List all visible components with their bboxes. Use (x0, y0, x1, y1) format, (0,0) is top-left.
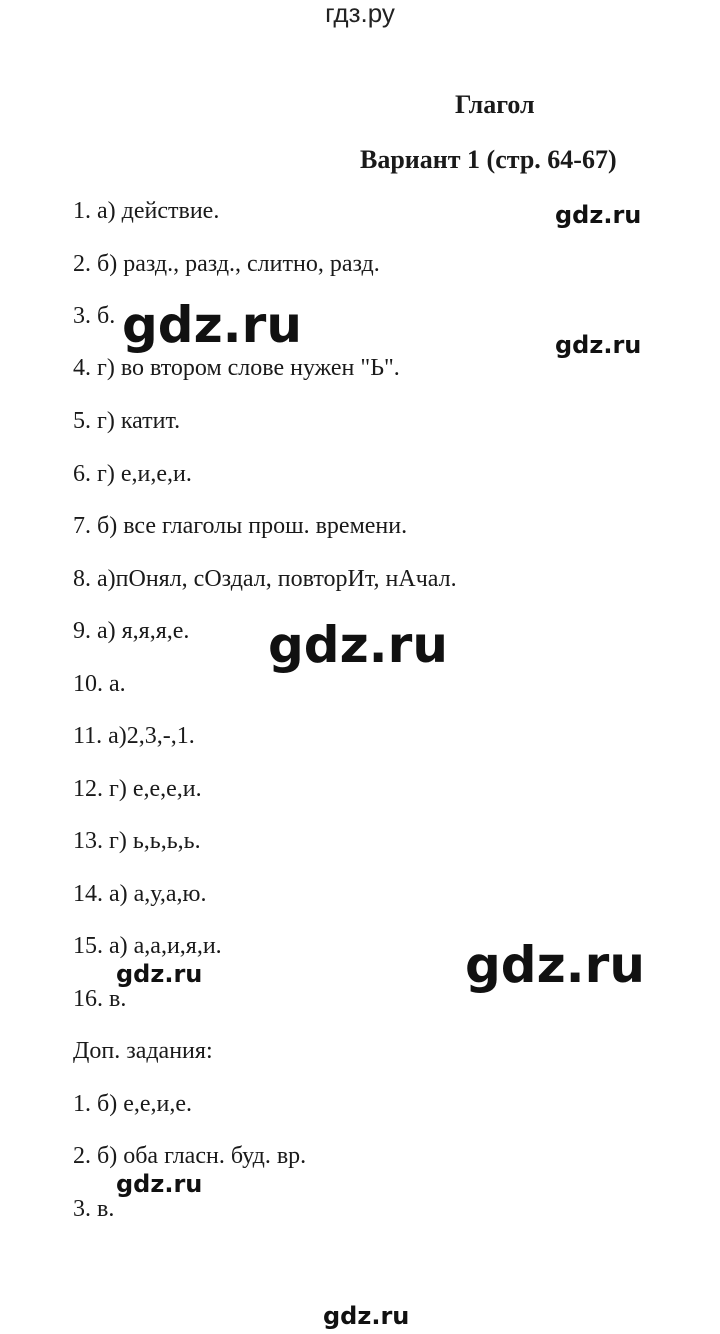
watermark: gdz.ru (116, 960, 203, 988)
watermark: gdz.ru (555, 201, 642, 229)
extra-answer-line: 3. в. (73, 1196, 115, 1222)
watermark: gdz.ru (122, 296, 302, 354)
answer-line: 2. б) разд., разд., слитно, разд. (73, 251, 380, 277)
watermark: gdz.ru (555, 331, 642, 359)
answer-line: 6. г) е,и,е,и. (73, 461, 192, 487)
answer-line: 10. а. (73, 671, 126, 697)
page-title: Глагол (455, 90, 535, 119)
answer-line: 7. б) все глаголы прош. времени. (73, 513, 408, 539)
answer-line: 16. в. (73, 986, 127, 1012)
site-header-watermark: гдз.ру (325, 0, 395, 28)
answer-line: 5. г) катит. (73, 408, 181, 434)
answer-line: 11. а)2,3,-,1. (73, 723, 195, 749)
answer-line: 13. г) ь,ь,ь,ь. (73, 828, 201, 854)
answer-line: 14. а) а,у,а,ю. (73, 881, 207, 907)
answer-line: 9. а) я,я,я,е. (73, 618, 190, 644)
extra-answer-line: 1. б) е,е,и,е. (73, 1091, 193, 1117)
answer-line: 8. а)пОнял, сОздал, повторИт, нАчал. (73, 566, 457, 592)
watermark: gdz.ru (323, 1302, 410, 1330)
answer-line: 1. а) действие. (73, 198, 220, 224)
watermark: gdz.ru (116, 1170, 203, 1198)
page-subtitle: Вариант 1 (стр. 64-67) (360, 145, 617, 174)
extra-answer-line: 2. б) оба гласн. буд. вр. (73, 1143, 307, 1169)
answer-line: 3. б. (73, 303, 116, 329)
answer-line: 12. г) е,е,е,и. (73, 776, 202, 802)
extra-tasks-heading: Доп. задания: (73, 1038, 213, 1064)
answer-line: 4. г) во втором слове нужен "Ь". (73, 355, 400, 381)
watermark: gdz.ru (268, 616, 448, 674)
watermark: gdz.ru (465, 936, 645, 994)
answer-line: 15. а) а,а,и,я,и. (73, 933, 222, 959)
